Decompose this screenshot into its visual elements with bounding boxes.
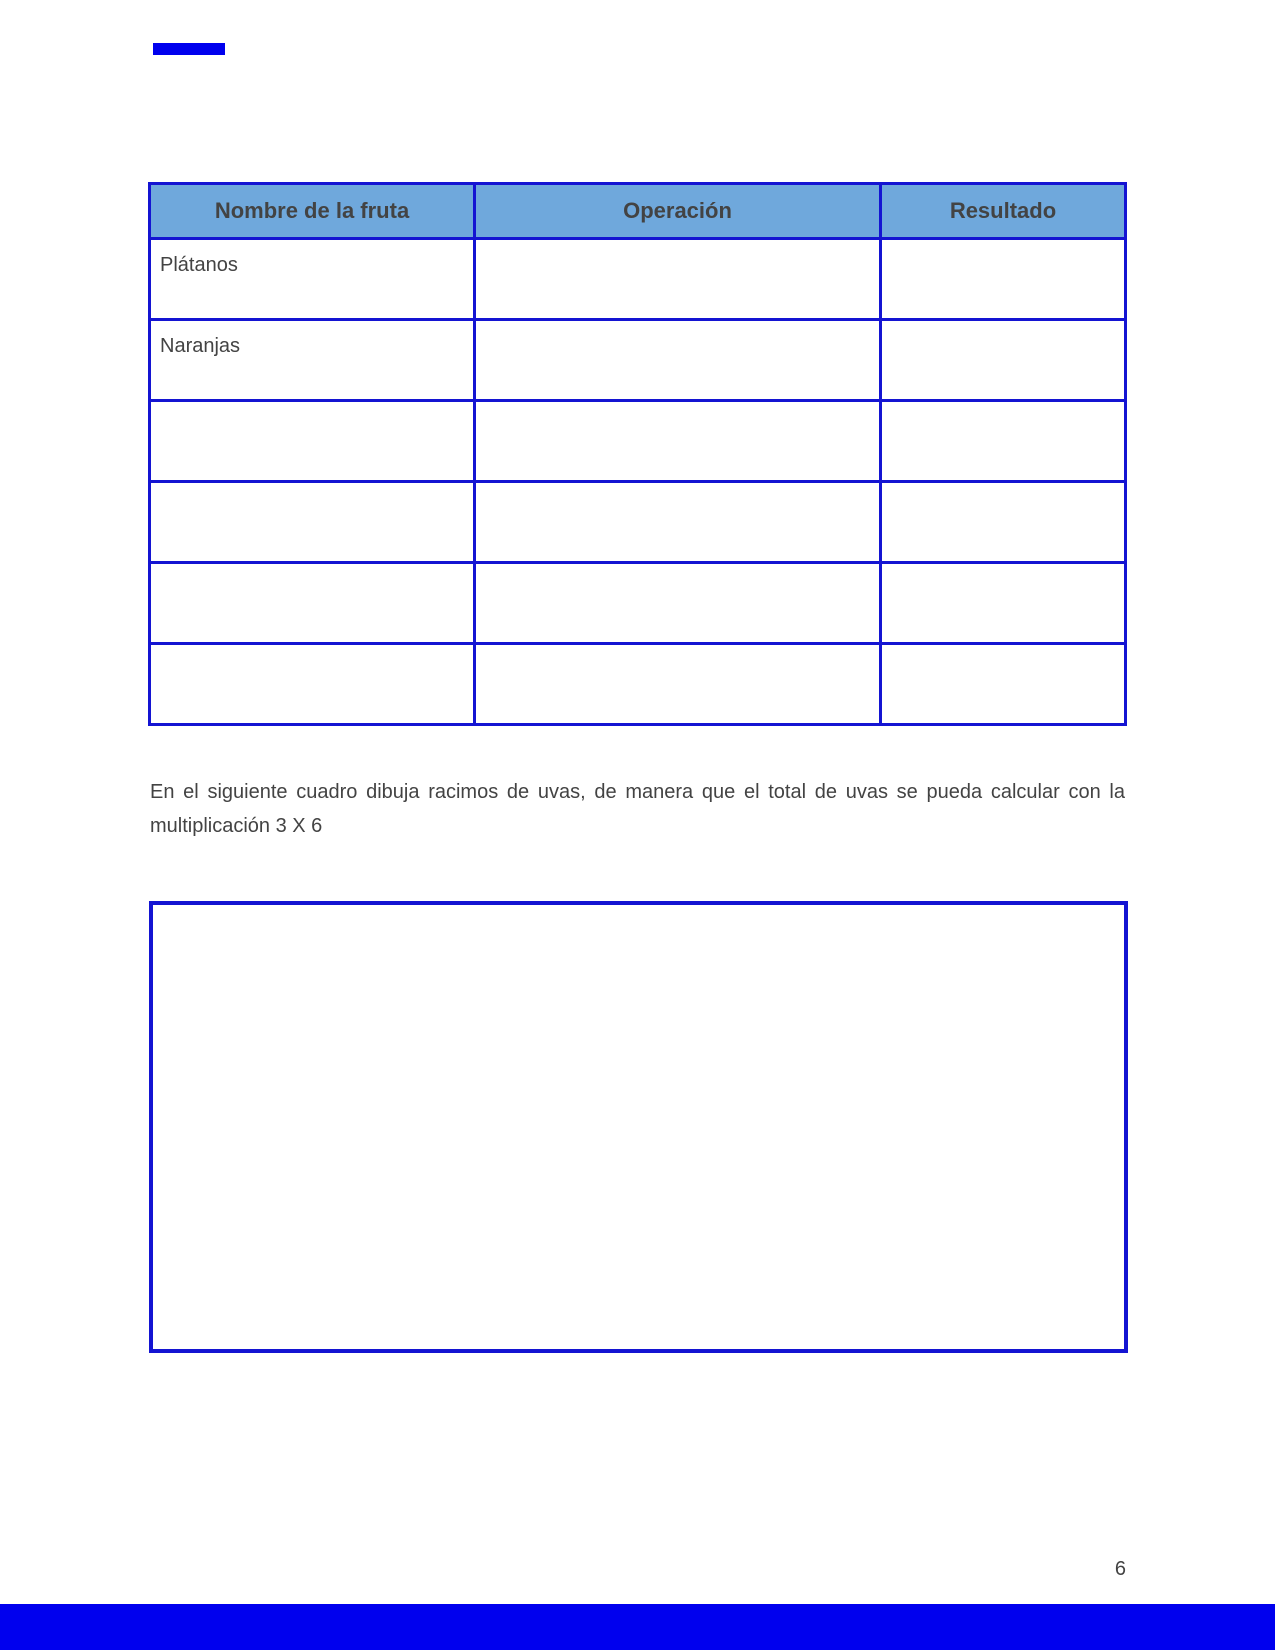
- operation-cell[interactable]: [475, 563, 881, 644]
- header-operation: Operación: [475, 184, 881, 239]
- result-cell[interactable]: [881, 482, 1126, 563]
- result-cell[interactable]: [881, 239, 1126, 320]
- fruit-table: [148, 182, 1127, 726]
- operation-cell[interactable]: [475, 401, 881, 482]
- table-row: [150, 239, 1126, 320]
- header-fruit-name: Nombre de la fruta: [150, 184, 475, 239]
- table-row: [150, 401, 1126, 482]
- fruit-name-cell[interactable]: [150, 482, 475, 563]
- result-cell[interactable]: [881, 320, 1126, 401]
- operation-cell[interactable]: [475, 239, 881, 320]
- fruit-name-cell[interactable]: Naranjas: [150, 320, 475, 401]
- operation-cell[interactable]: [475, 320, 881, 401]
- page-number: 6: [1114, 1558, 1126, 1580]
- header-result: Resultado: [881, 184, 1126, 239]
- drawing-box[interactable]: [149, 901, 1128, 1353]
- result-cell[interactable]: [881, 563, 1126, 644]
- operation-cell[interactable]: [475, 482, 881, 563]
- operation-cell[interactable]: [475, 644, 881, 725]
- table-row: [150, 320, 1126, 401]
- table-row: [150, 644, 1126, 725]
- result-cell[interactable]: [881, 401, 1126, 482]
- fruit-name-cell[interactable]: [150, 563, 475, 644]
- result-cell[interactable]: [881, 644, 1126, 725]
- fruit-name-cell[interactable]: [150, 644, 475, 725]
- table-row: [150, 482, 1126, 563]
- top-accent-bar: [153, 43, 225, 55]
- fruit-name-cell[interactable]: [150, 401, 475, 482]
- instruction-text: En el siguiente cuadro dibuja racimos de uvas, de manera que el total de uvas se pueda calcular con la multiplicación 3 X 6: [150, 781, 1125, 837]
- fruit-name-cell[interactable]: Plátanos: [150, 239, 475, 320]
- bottom-accent-bar: [0, 1604, 1275, 1650]
- table-row: [150, 563, 1126, 644]
- table-header-row: [150, 184, 1126, 239]
